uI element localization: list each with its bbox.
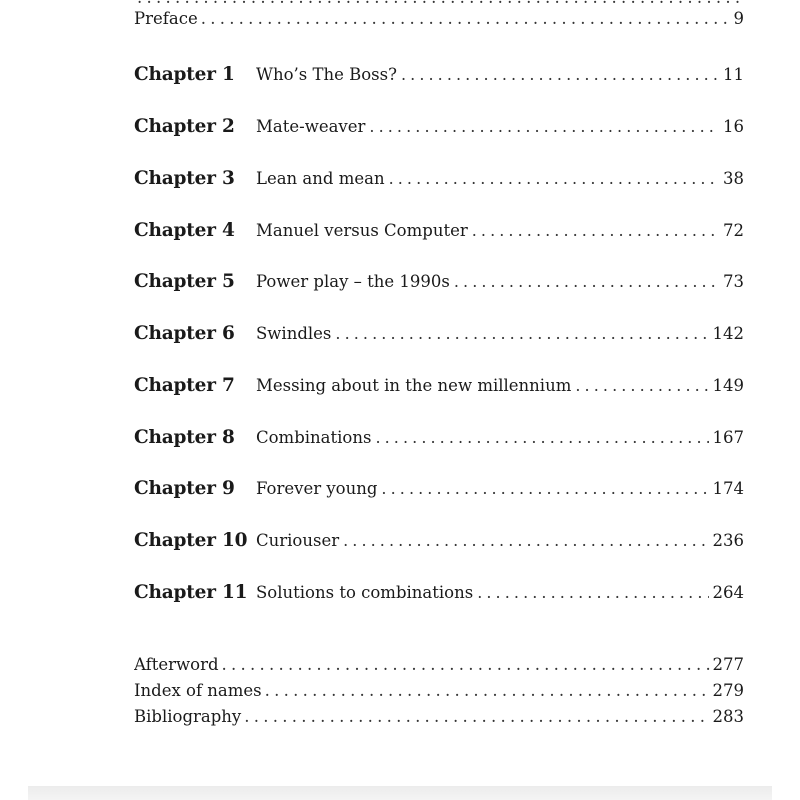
leader-dots: [575, 376, 708, 395]
chapter-number: Chapter 6: [134, 323, 235, 344]
toc-chapter-11[interactable]: [134, 582, 744, 612]
chapter-title: Power play – the 1990s: [256, 272, 450, 291]
leader-dots: [335, 324, 708, 343]
leader-dots: [244, 707, 709, 726]
chapter-page: 73: [723, 272, 744, 291]
chapter-title: Forever young: [256, 479, 378, 498]
toc-chapter-8[interactable]: [134, 427, 744, 457]
chapter-title: Solutions to combinations: [256, 583, 474, 602]
leader-dots: [222, 655, 710, 674]
toc-chapter-10[interactable]: [134, 530, 744, 560]
chapter-number: Chapter 9: [134, 478, 235, 499]
toc-entry-label: Index of names: [134, 681, 262, 700]
leader-dots: [389, 169, 719, 188]
toc-chapter-3[interactable]: [134, 168, 744, 198]
leader-dots: [472, 221, 719, 240]
cut-off-toc-line: [134, 0, 744, 8]
chapter-title: Mate-weaver: [256, 117, 366, 136]
chapter-title: Combinations: [256, 428, 372, 447]
chapter-page: 16: [723, 117, 744, 136]
toc-chapter-5[interactable]: [134, 271, 744, 301]
leader-dots: [375, 428, 708, 447]
toc-entry-page: 9: [733, 9, 744, 28]
chapter-page: 236: [712, 531, 744, 550]
toc-entry-index-of-names[interactable]: [134, 681, 744, 707]
chapter-title: Curiouser: [256, 531, 340, 550]
chapter-page: 38: [723, 169, 744, 188]
toc-chapter-6[interactable]: [134, 323, 744, 353]
leader-dots: [369, 117, 719, 136]
toc-entry-page: 277: [712, 655, 744, 674]
chapter-number: Chapter 5: [134, 271, 235, 292]
leader-dots: [137, 0, 741, 7]
toc-entry-label: Bibliography: [134, 707, 242, 726]
toc-entry-label: Preface: [134, 9, 198, 28]
toc-entry-preface[interactable]: [134, 9, 744, 35]
leader-dots: [343, 531, 708, 550]
leader-dots: [265, 681, 710, 700]
chapter-number: Chapter 7: [134, 375, 235, 396]
toc-entry-page: 283: [712, 707, 744, 726]
toc-entry-page: 279: [712, 681, 744, 700]
leader-dots: [381, 479, 708, 498]
chapter-title: Lean and mean: [256, 169, 385, 188]
leader-dots: [201, 9, 731, 28]
toc-chapter-4[interactable]: [134, 220, 744, 250]
chapter-number: Chapter 2: [134, 116, 235, 137]
toc-chapter-9[interactable]: [134, 478, 744, 508]
chapter-title: Swindles: [256, 324, 332, 343]
page-bottom-edge: [28, 786, 772, 800]
chapter-page: 149: [712, 376, 744, 395]
chapter-page: 142: [712, 324, 744, 343]
toc-entry-label: Afterword: [134, 655, 219, 674]
toc-chapter-7[interactable]: [134, 375, 744, 405]
chapter-title: Who’s The Boss?: [256, 65, 397, 84]
chapter-title: Messing about in the new millennium: [256, 376, 572, 395]
chapter-number: Chapter 8: [134, 427, 235, 448]
chapter-page: 167: [712, 428, 744, 447]
toc-entry-afterword[interactable]: [134, 655, 744, 681]
chapter-number: Chapter 1: [134, 64, 235, 85]
chapter-number: Chapter 4: [134, 220, 235, 241]
chapter-page: 11: [723, 65, 744, 84]
chapter-page: 174: [712, 479, 744, 498]
chapter-number: Chapter 10: [134, 530, 248, 551]
toc-chapter-2[interactable]: [134, 116, 744, 146]
leader-dots: [477, 583, 708, 602]
leader-dots: [401, 65, 719, 84]
chapter-page: 264: [712, 583, 744, 602]
toc-entry-bibliography[interactable]: [134, 707, 744, 733]
chapter-number: Chapter 3: [134, 168, 235, 189]
chapter-title: Manuel versus Computer: [256, 221, 468, 240]
leader-dots: [454, 272, 719, 291]
chapter-number: Chapter 11: [134, 582, 248, 603]
chapter-page: 72: [723, 221, 744, 240]
toc-chapter-1[interactable]: [134, 64, 744, 94]
